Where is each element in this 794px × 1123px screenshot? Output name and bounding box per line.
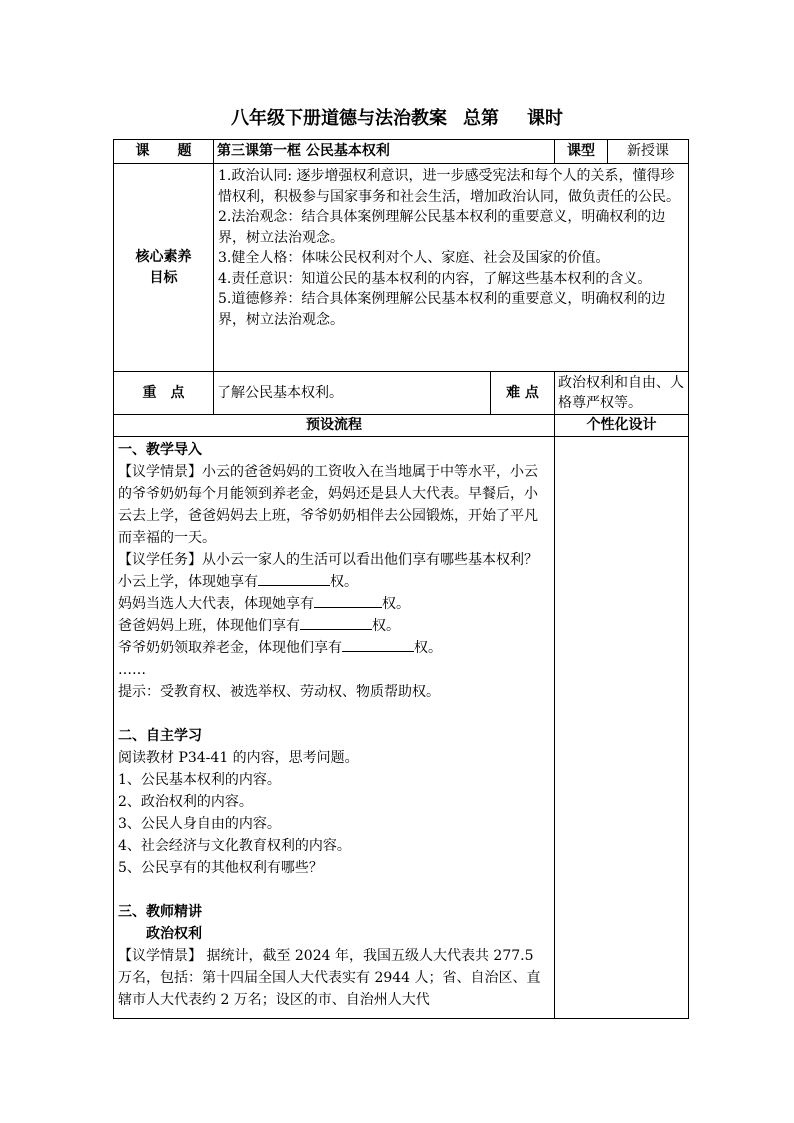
lecture-subtitle: 政治权利: [146, 926, 202, 942]
lesson-plan-table: [113, 139, 689, 1019]
goals-content: [214, 164, 689, 372]
topic-value: 第三课第一框 公民基本权利: [214, 140, 555, 164]
question-1: 小云上学，体现她享有 权。: [118, 571, 550, 593]
goal-item: 4.责任意识：知道公民的基本权利的内容，了解这些基本权利的含义。: [218, 270, 652, 287]
row-key: [114, 372, 689, 415]
self-study-item: 3、公民人身自由的内容。: [118, 816, 281, 832]
key-label: 重 点: [114, 372, 214, 415]
goals-label-line1: 核心素养: [135, 249, 192, 265]
row-topic: [114, 140, 689, 164]
hard-value: 政治权利和自由、人格尊严权等。: [555, 372, 689, 415]
design-header: 个性化设计: [555, 415, 689, 437]
self-study-item: 1、公民基本权利的内容。: [118, 772, 281, 788]
title-total: 总第: [463, 108, 499, 129]
ellipsis: ……: [118, 662, 146, 678]
key-value: 了解公民基本权利。: [214, 372, 491, 415]
design-content[interactable]: [555, 437, 689, 1019]
self-study-item: 5、公民享有的其他权利有哪些？: [118, 860, 323, 876]
goals-label-line2: 目标: [149, 269, 178, 286]
answer-blank[interactable]: [300, 615, 372, 630]
section-intro-title: 一、教学导入: [118, 442, 202, 458]
self-study-item: 2、政治权利的内容。: [118, 794, 253, 810]
goal-item: 1.政治认同: 逐步增强权利意识，进一步感受宪法和每个人的关系，懂得珍惜权利，积极参与国家事务和社会生活，增加政治认同，做负责任的公民。: [218, 168, 680, 205]
row-headers: [114, 415, 689, 437]
self-study-item: 4、社会经济与文化教育权利的内容。: [118, 838, 351, 854]
title-period: 课时: [527, 108, 563, 129]
question-3: 爸爸妈妈上班，体现他们享有 权。: [118, 615, 550, 637]
section-self-study-title: 二、自主学习: [118, 728, 202, 744]
goal-item: 3.健全人格：体味公民权利对个人、家庭、社会及国家的价值。: [218, 250, 610, 266]
answer-blank[interactable]: [342, 637, 414, 652]
hard-label: 难 点: [491, 372, 555, 415]
type-label: 课型: [555, 140, 608, 164]
hint: 提示：受教育权、被选举权、劳动权、物质帮助权。: [118, 684, 440, 700]
goal-item: 5.道德修养：结合具体案例理解公民基本权利的重要意义，明确权利的边界，树立法治观念。: [218, 291, 666, 328]
type-value: 新授课: [608, 140, 689, 164]
question-2: 妈妈当选人大代表，体现她享有 权。: [118, 593, 550, 615]
flow-header: 预设流程: [114, 415, 555, 437]
question-4: 爷爷奶奶领取养老金，体现他们享有 权。: [118, 637, 550, 659]
topic-label: 课 题: [114, 140, 214, 164]
intro-task: 【议学任务】从小云一家人的生活可以看出他们享有哪些基本权利？: [118, 552, 538, 568]
title-main: 八年级下册道德与法治教案: [231, 108, 447, 129]
row-flow: [114, 437, 689, 1019]
row-goals: [114, 164, 689, 372]
self-study-intro: 阅读教材 P34-41 的内容，思考问题。: [118, 750, 359, 766]
page-title: [0, 104, 794, 130]
flow-content: [114, 437, 555, 1019]
goal-item: 2.法治观念：结合具体案例理解公民基本权利的重要意义，明确权利的边界，树立法治观念。: [218, 209, 666, 246]
section-lecture-title: 三、教师精讲: [118, 904, 202, 920]
goals-label: [114, 164, 214, 372]
answer-blank[interactable]: [258, 571, 330, 586]
lecture-scenario: 【议学情景】 据统计，截至 2024 年，我国五级人大代表共 277.5 万名，包括：第十四届全国人大代表实有 2944 人；省、自治区、直辖市人大代表约 2 万名；设区的市、自治州人大代: [118, 948, 541, 1008]
intro-scenario: 【议学情景】小云的爸爸妈妈的工资收入在当地属于中等水平，小云的爷爷奶奶每个月能领到养老金，妈妈还是县人大代表。早餐后，小云去上学，爸爸妈妈去上班，爷爷奶奶相伴去公园锻炼，开始了平凡而幸福的一天。: [118, 464, 538, 546]
answer-blank[interactable]: [314, 593, 382, 608]
